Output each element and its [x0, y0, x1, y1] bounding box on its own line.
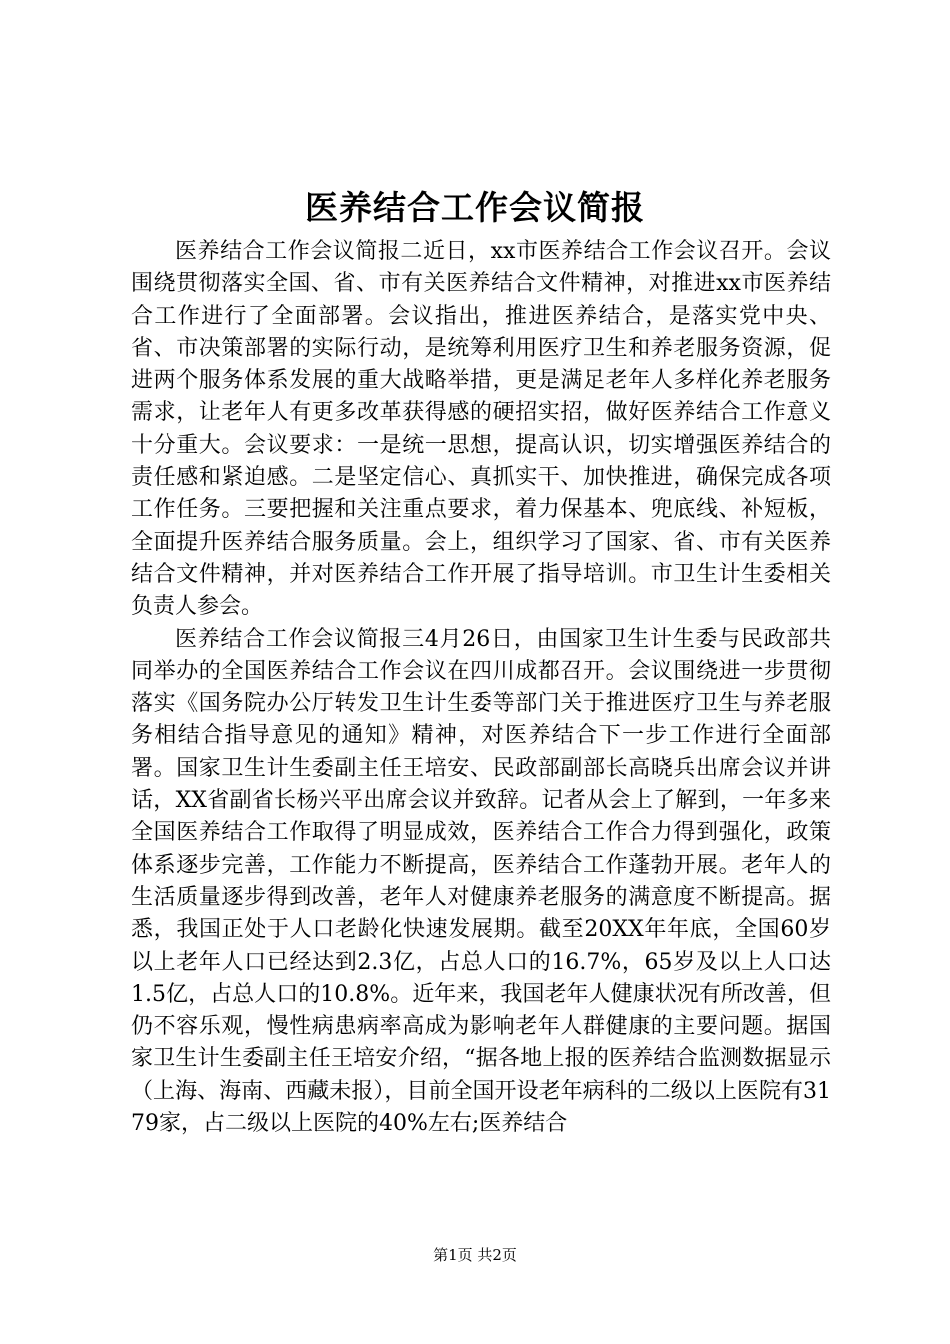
paragraph-2: 医养结合工作会议简报三4月26日，由国家卫生计生委与民政部共同举办的全国医养结合工作会议在四川成都召开。会议围绕进一步贯彻落实《国务院办公厅转发卫生计生委等部门关于推进医疗卫生与养老服务相结合指导意见的通知》精神，对医养结合下一步工作进行全面部署。国家卫生计生委副主任王培安、民政部副部长高晓兵出席会议并讲话，XX省副省长杨兴平出席会议并致辞。记者从会上了解到，一年多来全国医养结合工作取得了明显成效，医养结合工作合力得到强化，政策体系逐步完善，工作能力不断提高，医养结合工作蓬勃开展。老年人的生活质量逐步得到改善，老年人对健康养老服务的满意度不断提高。据悉，我国正处于人口老龄化快速发展期。截至20XX年年底，全国60岁以上老年人口已经达到2.3亿，占总人口的16.7%，65岁及以上人口达1.5亿，占总人口的10.8%。近年来，我国老年人健康状况有所改善，但仍不容乐观，慢性病患病率高成为影响老年人群健康的主要问题。据国家卫生计生委副主任王培安介绍，“据各地上报的医养结合监测数据显示（上海、海南、西藏未报），目前全国开设老年病科的二级以上医院有3179家，占二级以上医院的40%左右;医养结合 — [131, 626, 831, 1137]
document-body — [131, 236, 831, 1140]
page-footer: 第1页 共2页 — [433, 1246, 517, 1264]
paragraph-1: 医养结合工作会议简报二近日，xx市医养结合工作会议召开。会议围绕贯彻落实全国、省、市有关医养结合文件精神，对推进xx市医养结合工作进行了全面部署。会议指出，推进医养结合，是落实党中央、省、市决策部署的实际行动，是统筹利用医疗卫生和养老服务资源，促进两个服务体系发展的重大战略举措，更是满足老年人多样化养老服务需求，让老年人有更多改革获得感的硬招实招，做好医养结合工作意义十分重大。会议要求：一是统一思想，提高认识，切实增强医养结合的责任感和紧迫感。二是坚定信心、真抓实干、加快推进，确保完成各项工作任务。三要把握和关注重点要求，着力保基本、兜底线、补短板，全面提升医养结合服务质量。会上，组织学习了国家、省、市有关医养结合文件精神，并对医养结合工作开展了指导培训。市卫生计生委相关负责人参会。 — [131, 239, 831, 620]
document-title: 医养结合工作会议简报 — [305, 188, 645, 227]
